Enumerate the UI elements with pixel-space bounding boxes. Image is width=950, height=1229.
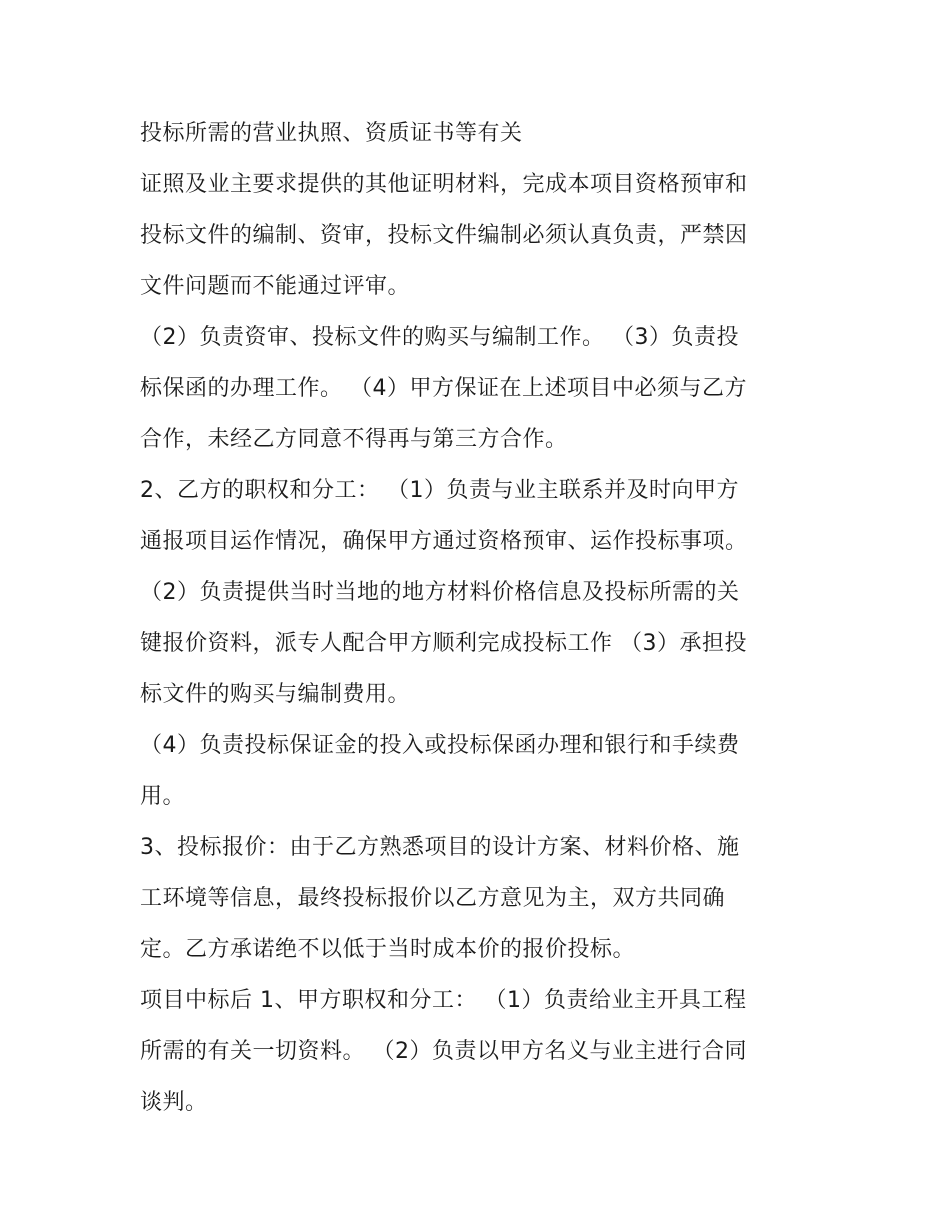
text-line: 标保函的办理工作。 （4）甲方保证在上述项目中必须与乙方 <box>140 376 747 401</box>
text-line: 投标文件的编制、资审，投标文件编制必须认真负责，严禁因 <box>140 223 748 248</box>
text-line: 3、投标报价：由于乙方熟悉项目的设计方案、材料价格、施 <box>140 835 740 860</box>
text-line: （4）负责投标保证金的投入或投标保函办理和银行和手续费 <box>140 733 740 758</box>
text-line: 用。 <box>140 784 186 809</box>
text-line: 定。乙方承诺绝不以低于当时成本价的报价投标。 <box>140 937 636 962</box>
text-line: 文件问题而不能通过评审。 <box>140 274 411 299</box>
text-line: 谈判。 <box>140 1090 208 1115</box>
document-body <box>140 108 820 1128</box>
text-line: （2）负责资审、投标文件的购买与编制工作。 （3）负责投 <box>140 325 739 350</box>
text-line: 合作，未经乙方同意不得再与第三方合作。 <box>140 427 568 452</box>
text-line: 所需的有关一切资料。 （2）负责以甲方名义与业主进行合同 <box>140 1039 747 1064</box>
text-line: （2）负责提供当时当地的地方材料价格信息及投标所需的关 <box>140 580 740 605</box>
text-line: 项目中标后 1、甲方职权和分工： （1）负责给业主开具工程 <box>140 988 747 1013</box>
text-line: 工环境等信息，最终投标报价以乙方意见为主，双方共同确 <box>140 886 726 911</box>
text-line: 键报价资料，派专人配合甲方顺利完成投标工作 （3）承担投 <box>140 631 747 656</box>
text-line: 投标所需的营业执照、资质证书等有关 <box>140 121 523 146</box>
text-line: 标文件的购买与编制费用。 <box>140 682 411 707</box>
text-line: 2、乙方的职权和分工： （1）负责与业主联系并及时向甲方 <box>140 478 739 503</box>
text-line: 通报项目运作情况，确保甲方通过资格预审、运作投标事项。 <box>140 529 748 554</box>
text-line: 证照及业主要求提供的其他证明材料，完成本项目资格预审和 <box>140 172 748 197</box>
